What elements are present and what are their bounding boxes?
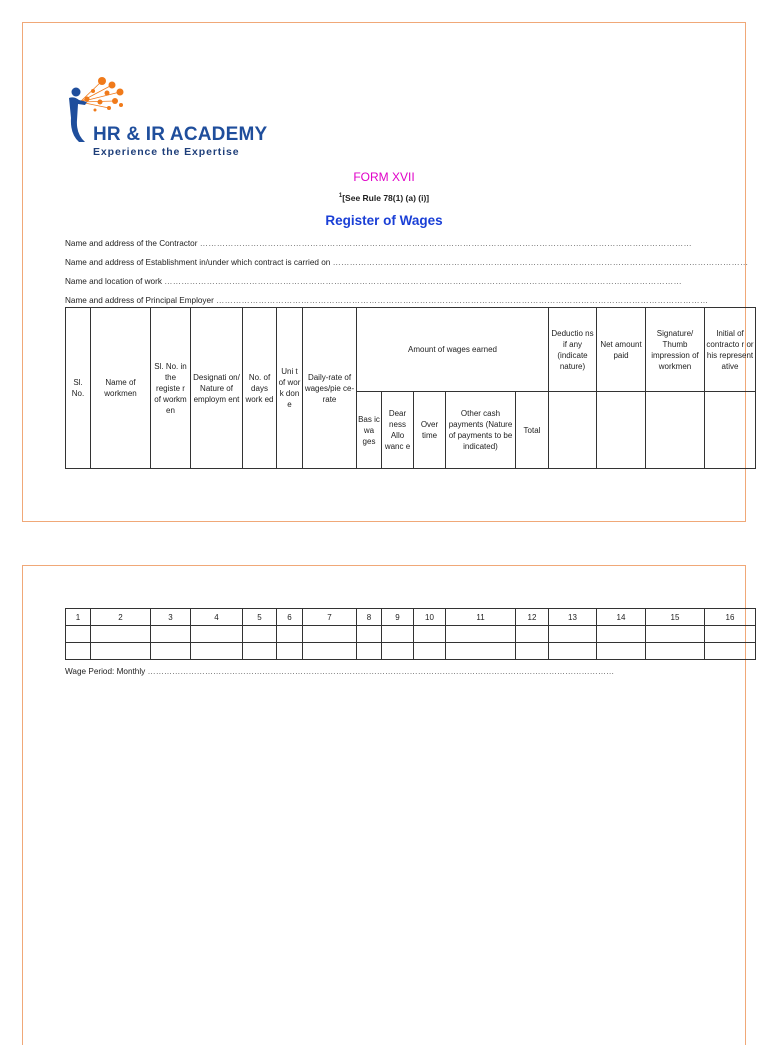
form-title: FORM XVII <box>353 170 415 184</box>
wage-period-label: Wage Period: Monthly <box>65 667 146 676</box>
cell-net-amount-blank[interactable] <box>597 392 646 469</box>
principal-employer-label: Name and address of Principal Employer <box>65 296 214 305</box>
wage-period-field: Wage Period: Monthly ……………………………………………………………………………………………………………………………………………………… <box>65 667 615 676</box>
col-num-13: 13 <box>549 609 597 626</box>
col-num-16: 16 <box>705 609 756 626</box>
column-number-row <box>66 609 756 626</box>
header-register-no: Sl. No. in the registe r of workm en <box>151 308 191 469</box>
subheader-overtime: Over time <box>414 392 446 469</box>
col-num-12: 12 <box>516 609 549 626</box>
col-num-7: 7 <box>303 609 357 626</box>
header-name: Name of workmen <box>91 308 151 469</box>
table-row[interactable] <box>66 643 756 660</box>
cell-deductions-blank[interactable] <box>549 392 597 469</box>
header-row <box>66 308 756 392</box>
rule-reference <box>0 193 768 203</box>
cell-signature-blank[interactable] <box>646 392 705 469</box>
header-net-amount: Net amount paid <box>597 308 646 392</box>
col-num-5: 5 <box>243 609 277 626</box>
col-num-10: 10 <box>414 609 446 626</box>
contractor-label: Name and address of the Contractor <box>65 239 198 248</box>
wages-table <box>65 307 756 469</box>
header-initial: Initial of contracto r or his represent ative <box>705 308 756 392</box>
logo-name: HR & IR ACADEMY <box>93 124 268 145</box>
logo-tagline: Experience the Expertise <box>93 146 240 158</box>
col-num-6: 6 <box>277 609 303 626</box>
subheader-other-cash: Other cash payments (Nature of payments to be indicated) <box>446 392 516 469</box>
header-designation: Designati on/ Nature of employm ent <box>191 308 243 469</box>
establishment-field: Name and address of Establishment in/under which contract is carried on ………………………………………………………………………………………………………………………………… <box>65 258 749 267</box>
col-num-1: 1 <box>66 609 91 626</box>
location-label: Name and location of work <box>65 277 162 286</box>
header-deductions: Deductio ns if any (indicate nature) <box>549 308 597 392</box>
col-num-14: 14 <box>597 609 646 626</box>
principal-employer-field: Name and address of Principal Employer ………………………………………………………………………………………………………………………………………………………… <box>65 296 709 305</box>
subheader-total: Total <box>516 392 549 469</box>
col-num-3: 3 <box>151 609 191 626</box>
column-number-table <box>65 608 756 660</box>
header-sl-no: Sl. No. <box>66 308 91 469</box>
table-row[interactable] <box>66 626 756 643</box>
rule-text: [See Rule 78(1) (a) (i)] <box>342 193 430 203</box>
header-amount-earned: Amount of wages earned <box>357 308 549 392</box>
header-signature: Signature/ Thumb impression of workmen <box>646 308 705 392</box>
register-title: Register of Wages <box>325 213 443 228</box>
rule-footnote: 1 <box>338 193 343 200</box>
company-logo <box>65 72 268 162</box>
header-daily-rate: Daily-rate of wages/pie ce-rate <box>303 308 357 469</box>
col-num-15: 15 <box>646 609 705 626</box>
subheader-basic: Bas ic wa ges <box>357 392 382 469</box>
subheader-dearness: Dear ness Allo wanc e <box>382 392 414 469</box>
establishment-label: Name and address of Establishment in/under which contract is carried on <box>65 258 331 267</box>
contractor-field: Name and address of the Contractor ………………………………………………………………………………………………………………………………………………………… <box>65 239 692 248</box>
col-num-4: 4 <box>191 609 243 626</box>
col-num-8: 8 <box>357 609 382 626</box>
col-num-2: 2 <box>91 609 151 626</box>
header-unit-work: Uni t of wor k don e <box>277 308 303 469</box>
location-field: Name and location of work ………………………………………………………………………………………………………………………………………………………………… <box>65 277 682 286</box>
header-days-worked: No. of days work ed <box>243 308 277 469</box>
col-num-9: 9 <box>382 609 414 626</box>
cell-initial-blank[interactable] <box>705 392 756 469</box>
col-num-11: 11 <box>446 609 516 626</box>
